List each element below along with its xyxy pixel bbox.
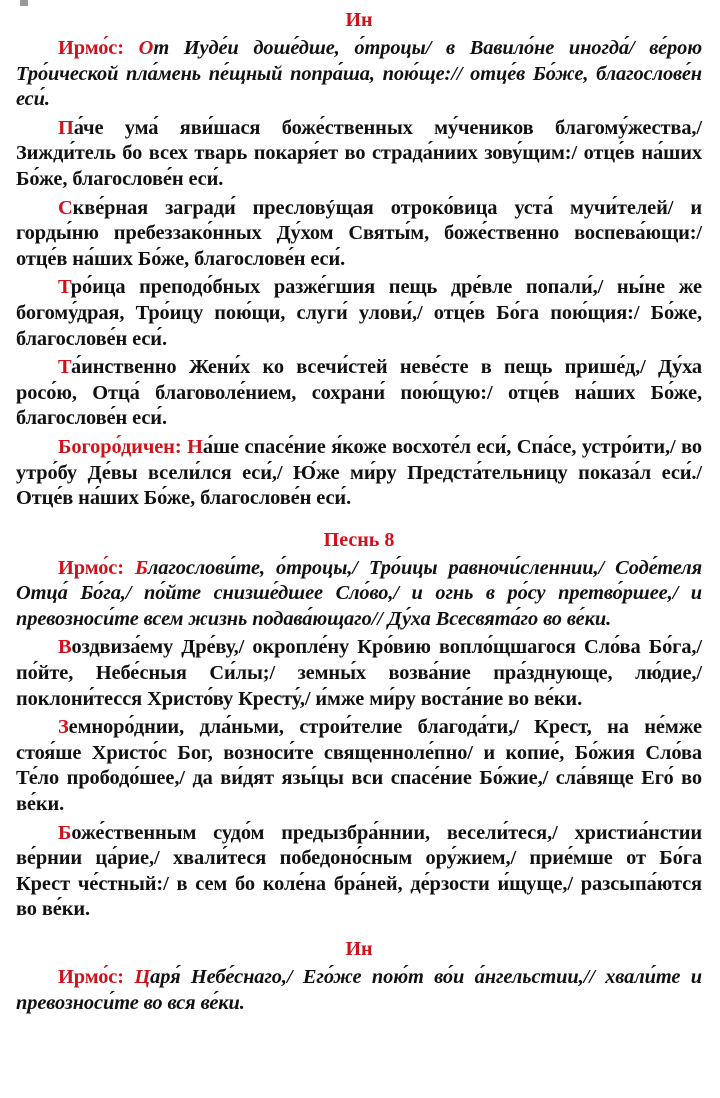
- troparion-paragraph: [16, 196, 702, 273]
- drop-initial: Н: [187, 435, 203, 458]
- drop-initial: Б: [58, 821, 72, 844]
- theotokion-text: а́ше спасе́ние я́коже восхоте́л еси́, Спа́се, устро́ити,/ во утро́бу Де́вы всели́лся еси́,/ Ю́же ми́ру Предста́тельницу показа́л еси́./ Отце́в на́ших Бо́же, благослове́н еси́.: [16, 435, 702, 510]
- irmos-paragraph: [16, 556, 702, 633]
- troparion-paragraph: [16, 635, 702, 712]
- troparion-text: емноро́днии, дла́ньми, строи́телие благода́ти,/ Крест, на не́мже стоя́ше Христо́с Бог, возноси́те священноле́пно/ и копие́, Бо́жия Сло́ва Те́ло прободо́шее,/ да ви́дят язы́цы вси спасе́ние Бо́жие,/ сла́вяще Его́ во ве́ки.: [16, 716, 702, 816]
- troparion-paragraph: [16, 355, 702, 432]
- drop-initial: Б: [135, 556, 148, 579]
- irmos-label: Ирмо́с:: [58, 966, 135, 988]
- troparion-paragraph: [16, 116, 702, 193]
- irmos-text: т Иуде́и доше́дше, о́троцы/ в Вавило́не иногда́/ ве́рою Тро́ической пла́мень пе́щный попра́ша, пою́ще:// отце́в Бо́же, благослове́н еси́.: [16, 37, 702, 111]
- drop-initial: П: [58, 116, 74, 139]
- drop-initial: В: [58, 636, 72, 659]
- drop-initial: З: [58, 716, 69, 739]
- troparion-paragraph: [16, 715, 702, 817]
- troparion-text: оже́ственным судо́м предызбра́ннии, весели́теся,/ христиа́нстии ве́рнии ца́рие,/ хвали́теся победоно́сным ору́жием,/ прие́мше от Бо́га Крест че́стный:/ в сем бо коле́на бра́ней, де́рзости и́щуще,/ разсыпа́ются во ве́ки.: [16, 821, 702, 921]
- drop-initial: О: [138, 37, 154, 59]
- irmos-text: аря́ Небе́снаго,/ Его́же пою́т во́и а́нгельстии,// хвали́те и превозноси́те во вся ве́ки.: [16, 966, 702, 1014]
- section-heading-ode-8: Песнь 8: [323, 528, 395, 551]
- troparion-text: кве́рная загради́ пресловýщая отроко́вица уста́ мучи́телей/ и горды́ню пребеззако́нных Ду́хом Святы́м, боже́ственно воспева́ющи:/ отце́в на́ших Бо́же, благослове́н еси́.: [16, 196, 702, 270]
- page-edge-mark: [20, 0, 28, 6]
- irmos-text: лагослови́те, о́троцы,/ Тро́ицы равночи́сленнии,/ Соде́теля Отца́ Бо́га,/ по́йте снизше́дшее Сло́во,/ и огнь в ро́су претво́ршее,/ и превозноси́те всем жизнь подава́ющаго// Ду́ха Всесвята́го во ве́ки.: [16, 556, 703, 630]
- drop-initial: Ц: [134, 966, 151, 988]
- troparion-paragraph: [16, 821, 702, 923]
- irmos-label: Ирмо́с:: [58, 556, 135, 579]
- irmos-label: Ирмо́с:: [58, 37, 139, 59]
- troparion-paragraph: [16, 275, 702, 352]
- troparion-text: оздвиза́ему Дре́ву,/ окропле́ну Кро́вию вопло́щшагося Сло́ва Бо́га,/ по́йте, Небе́сныя Си́лы;/ земны́х возва́ние пра́зднующе, лю́дие,/ поклони́тесся Христо́ву Кресту́,/ и́мже ми́ру воста́ние во ве́ки.: [16, 636, 702, 710]
- drop-initial: С: [58, 196, 73, 219]
- troparion-text: ро́ица преподо́бных разже́гшия пещь дре́вле попали́,/ ны́не же богому́драя, Тро́ицу пою́щи, слуги́ улови́,/ отце́в Бо́га пою́щия:/ Бо́же, благослове́н еси́.: [16, 276, 702, 350]
- irmos-paragraph: [16, 965, 702, 1016]
- troparion-text: а́инственно Жени́х ко всечи́стей неве́сте в пещь прише́д,/ Ду́ха росо́ю, Отца́ благоволе́нием, сохрани́ пою́щую:/ отце́в на́ших Бо́же, благослове́н еси́.: [16, 356, 702, 430]
- drop-initial: Т: [58, 356, 71, 379]
- troparion-text: а́че ума́ яви́шася боже́ственных му́чеников благому́жества,/ Зижди́тель бо всех тварь покаря́ет во страда́ниих зову́щим:/ отце́в на́ших Бо́же, благослове́н еси́.: [16, 116, 702, 190]
- theotokion-paragraph: [16, 435, 702, 512]
- irmos-paragraph: [16, 36, 702, 113]
- section-heading-in: Ин: [345, 938, 373, 960]
- theotokion-label: Богоро́дичен:: [58, 435, 188, 458]
- drop-initial: Т: [58, 276, 71, 299]
- section-heading-in: Ин: [345, 9, 373, 31]
